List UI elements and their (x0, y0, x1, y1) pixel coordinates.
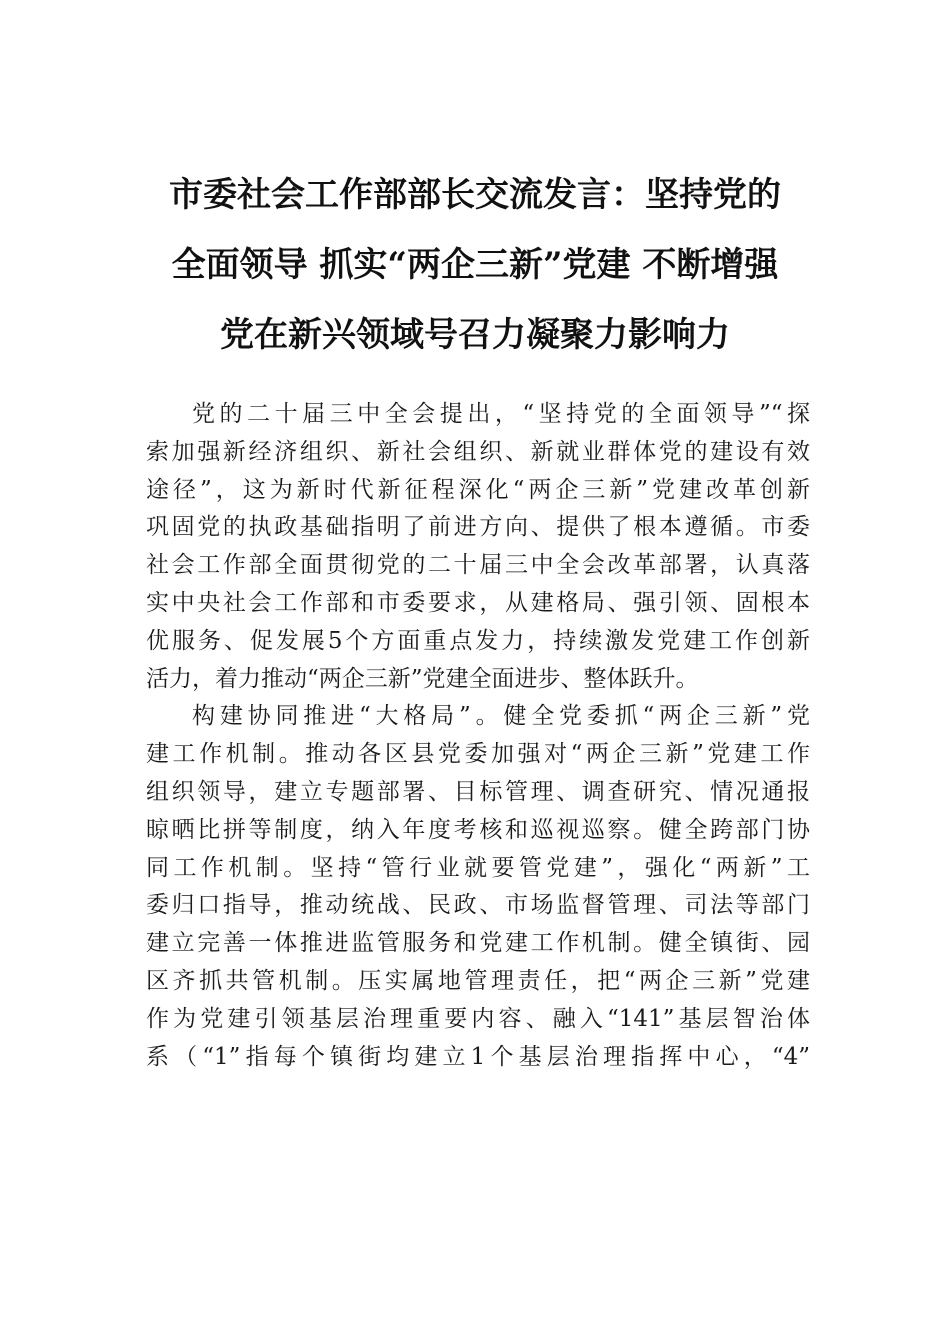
paragraph-1 (146, 396, 810, 698)
paragraph-line: 系（“1”指每个镇街均建立1个基层治理指挥中心，“4” (146, 1043, 810, 1070)
paragraph-line: 委归口指导，推动统战、民政、市场监督管理、司法等部门 (146, 892, 810, 919)
title-line-3: 党在新兴领域号召力凝聚力影响力 (220, 315, 730, 355)
paragraph-line: 同工作机制。坚持“管行业就要管党建”，强化“两新”工 (146, 854, 810, 881)
paragraph-line: 组织领导，建立专题部署、目标管理、调查研究、情况通报 (146, 778, 810, 805)
paragraph-line: 活力，着力推动“两企三新”党建全面进步、整体跃升。 (146, 665, 699, 692)
paragraph-line: 索加强新经济组织、新社会组织、新就业群体党的建设有效 (146, 438, 810, 465)
paragraph-line: 建工作机制。推动各区县党委加强对“两企三新”党建工作 (146, 741, 810, 768)
paragraph-line: 巩固党的执政基础指明了前进方向、提供了根本遵循。市委 (146, 514, 810, 541)
document-title (130, 160, 820, 370)
paragraph-line: 社会工作部全面贯彻党的二十届三中全会改革部署，认真落 (146, 552, 810, 579)
document-body (146, 396, 810, 1076)
paragraph-line: 建立完善一体推进监管服务和党建工作机制。健全镇街、园 (146, 930, 810, 957)
paragraph-line: 晾晒比拼等制度，纳入年度考核和巡视巡察。健全跨部门协 (146, 816, 810, 843)
paragraph-line: 作为党建引领基层治理重要内容、融入“141”基层智治体 (146, 1005, 810, 1032)
title-line-1: 市委社会工作部部长交流发言：坚持党的 (169, 175, 781, 215)
paragraph-line: 优服务、促发展5个方面重点发力，持续激发党建工作创新 (146, 627, 810, 654)
paragraph-line: 党的二十届三中全会提出，“坚持党的全面领导”“探 (192, 401, 810, 427)
paragraph-2 (146, 698, 810, 1076)
title-line-2: 全面领导 抓实“两企三新”党建 不断增强 (171, 245, 779, 285)
paragraph-line: 区齐抓共管机制。压实属地管理责任，把“两企三新”党建 (146, 967, 810, 994)
paragraph-line: 实中央社会工作部和市委要求，从建格局、强引领、固根本 (146, 589, 810, 616)
paragraph-line: 构建协同推进“大格局”。健全党委抓“两企三新”党 (192, 703, 810, 730)
paragraph-line: 途径”，这为新时代新征程深化“两企三新”党建改革创新 (146, 476, 810, 503)
